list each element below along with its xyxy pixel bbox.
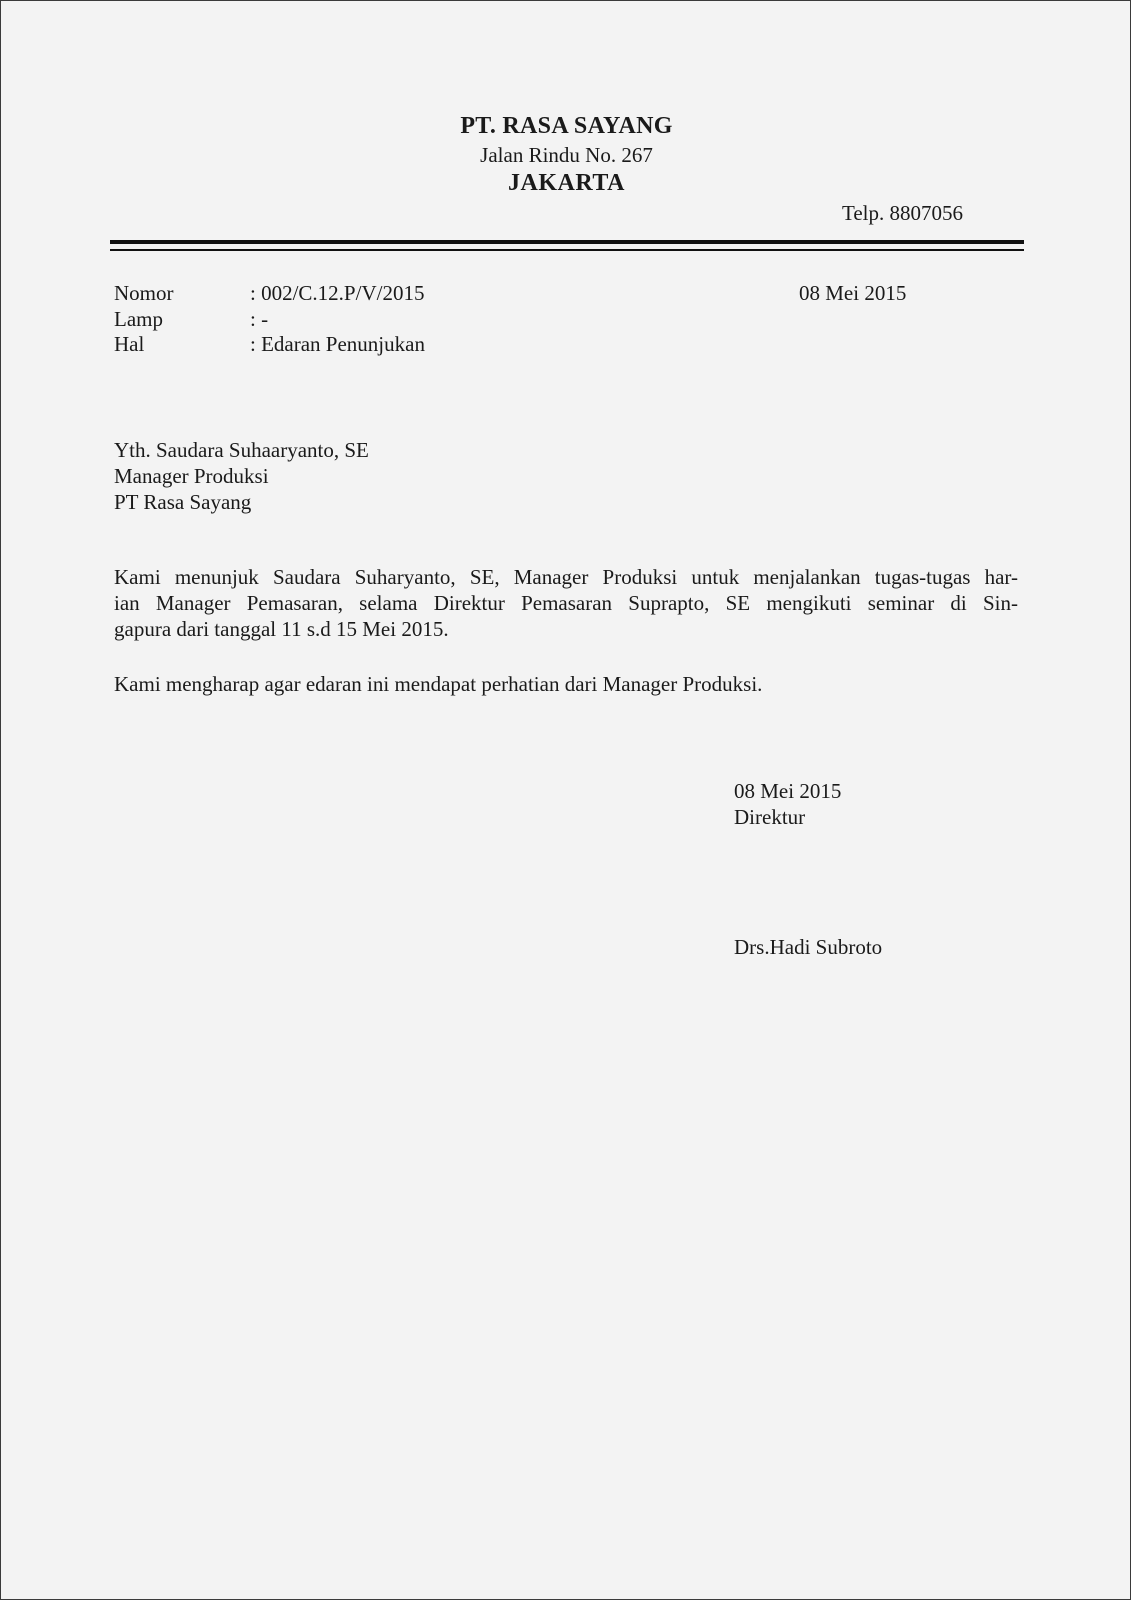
meta-label-lamp: Lamp	[114, 307, 163, 331]
company-city: JAKARTA	[508, 170, 625, 196]
meta-value-nomor: : 002/C.12.P/V/2015	[250, 281, 425, 305]
company-name: PT. RASA SAYANG	[460, 113, 673, 139]
meta-label-nomor: Nomor	[114, 281, 174, 305]
meta-value-lamp: : -	[250, 307, 269, 331]
recipient-position: Manager Produksi	[114, 464, 269, 488]
meta-value-hal: : Edaran Penunjukan	[250, 332, 425, 356]
meta-label-hal: Hal	[114, 332, 145, 356]
company-phone: Telp. 8807056	[842, 201, 964, 225]
signature-date: 08 Mei 2015	[734, 779, 842, 803]
body-paragraph-1-line: Kami menunjuk Saudara Suharyanto, SE, Manager Produksi untuk menjalankan tugas-tugas har-	[114, 565, 1018, 589]
body-paragraph-1-line: gapura dari tanggal 11 s.d 15 Mei 2015.	[114, 617, 449, 641]
company-address: Jalan Rindu No. 267	[480, 143, 653, 167]
signature-title: Direktur	[734, 805, 806, 829]
body-paragraph-1	[114, 564, 1018, 642]
body-paragraph-1-line: ian Manager Pemasaran, selama Direktur Pemasaran Suprapto, SE mengikuti seminar di Sin-	[114, 591, 1018, 615]
recipient-name: Yth. Saudara Suhaaryanto, SE	[114, 438, 369, 462]
signature-name: Drs.Hadi Subroto	[734, 935, 883, 959]
body-paragraph-2: Kami mengharap agar edaran ini mendapat perhatian dari Manager Produksi.	[114, 672, 763, 696]
letterhead-rule-thin	[110, 249, 1024, 251]
letter-date: 08 Mei 2015	[799, 281, 907, 305]
letterhead-rule-thick	[110, 240, 1024, 244]
recipient-company: PT Rasa Sayang	[114, 490, 252, 514]
